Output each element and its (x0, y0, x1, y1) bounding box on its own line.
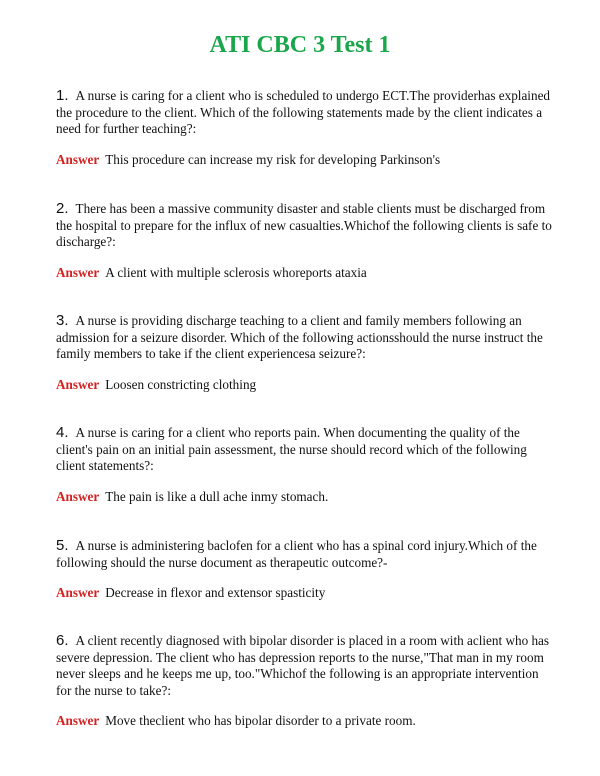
question-number: 6. (56, 632, 69, 649)
page-title: ATI CBC 3 Test 1 (209, 32, 391, 58)
question-block-4 (56, 425, 556, 505)
answer-label: Answer (56, 376, 100, 392)
answer-line (56, 152, 556, 169)
answer-text: The pain is like a dull ache inmy stomach. (105, 488, 329, 504)
answer-label: Answer (56, 585, 100, 600)
question-block-1 (56, 88, 556, 168)
question-text: 4. A nurse is caring for a client who reports pain. When documenting the quality of the client's pain on an initial pain assessment, the nurse should record which of the following client statements?: (56, 424, 527, 473)
question-text: 2. There has been a massive community disaster and stable clients must be discharged from the hospital to prepare for the influx of new casualties.Whichof the following clients is safe to discharge?: (56, 200, 552, 249)
answer-line (56, 585, 556, 602)
answer-text: Decrease in flexor and extensor spasticity (105, 585, 326, 600)
question-block-6 (56, 633, 556, 730)
answer-text: Loosen constricting clothing (105, 376, 257, 392)
question-text: 6. A client recently diagnosed with bipolar disorder is placed in a room with aclient who has severe depression. The client who has depression reports to the nurse,"That man in my room never sleeps and he keeps me up, too."Whichof the following is an appropriate intervention for the nurse to take?: (56, 632, 550, 698)
question-block-3 (56, 313, 556, 393)
question-number: 3. (56, 312, 69, 329)
question-number: 2. (56, 200, 69, 217)
question-block-5 (56, 538, 556, 602)
answer-text: A client with multiple sclerosis whoreports ataxia (105, 264, 367, 280)
answer-line (56, 489, 556, 506)
answer-label: Answer (56, 151, 100, 167)
question-text: 3. A nurse is providing discharge teaching to a client and family members following an admission for a seizure disorder. Which of the following actionsshould the nurse instruct the family members to take if the client experiencesa seizure?: (56, 312, 543, 361)
answer-line (56, 713, 556, 730)
question-text: 1. A nurse is caring for a client who is scheduled to undergo ECT.The providerhas explained the procedure to the client. Which of the following statements made by the client indicates a need for further teaching?: (56, 87, 551, 136)
answer-label: Answer (56, 264, 100, 280)
answer-text: This procedure can increase my risk for developing Parkinson's (105, 151, 441, 167)
answer-label: Answer (56, 488, 100, 504)
question-number: 5. (56, 537, 69, 554)
answer-text: Move theclient who has bipolar disorder to a private room. (105, 713, 416, 728)
question-text: 5. A nurse is administering baclofen for a client who has a spinal cord injury.Which of the following should the nurse document as therapeutic outcome?- (56, 537, 537, 570)
answer-line (56, 377, 556, 394)
question-block-2 (56, 201, 556, 281)
answer-line (56, 265, 556, 282)
answer-label: Answer (56, 713, 100, 728)
question-number: 1. (56, 87, 69, 104)
question-number: 4. (56, 424, 69, 441)
